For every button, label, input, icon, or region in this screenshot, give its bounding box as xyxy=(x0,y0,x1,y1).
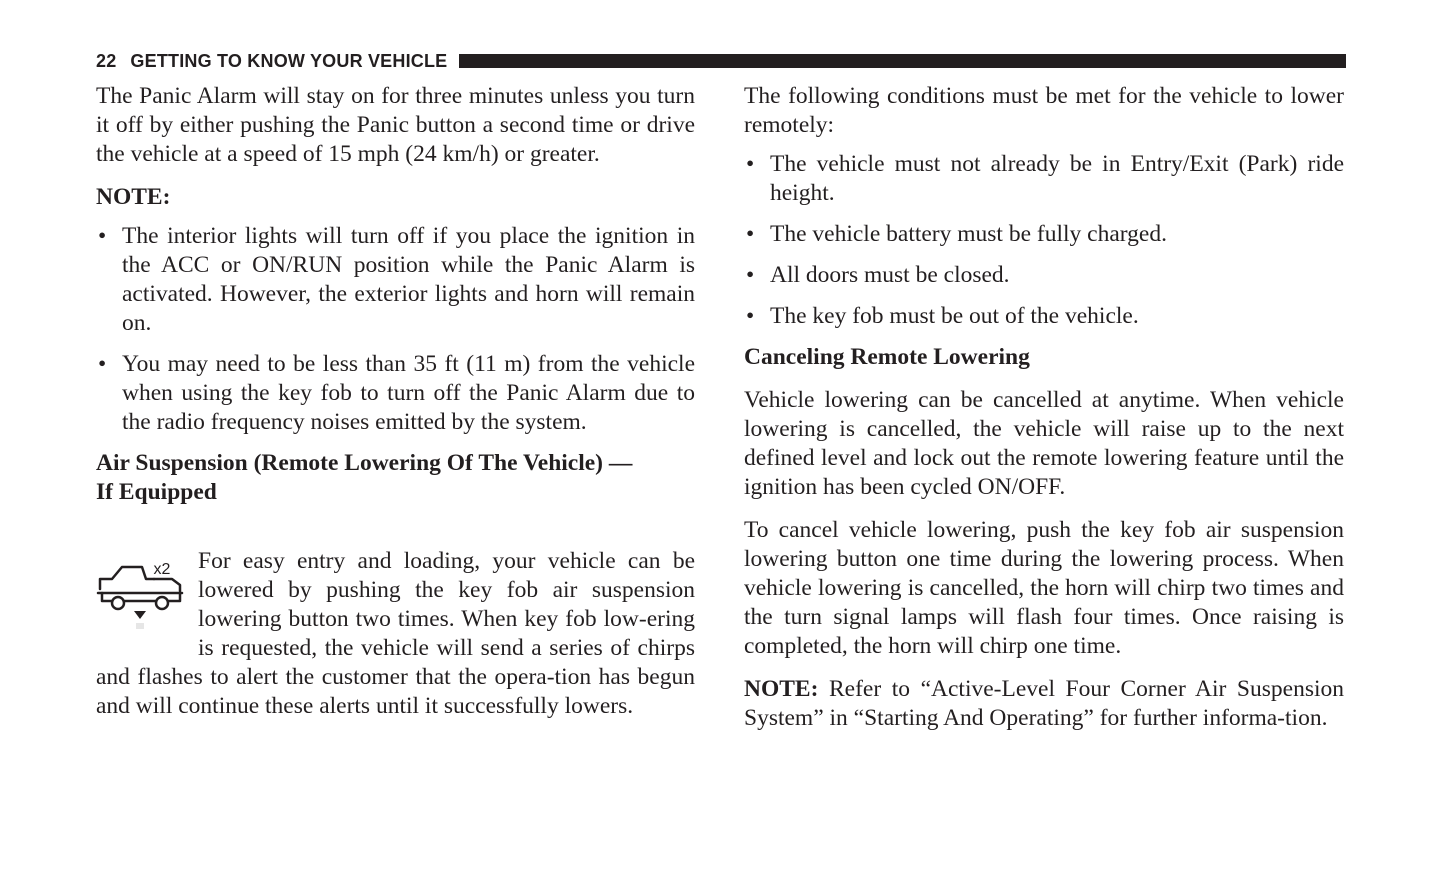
conditions-bullet-list xyxy=(744,150,1344,331)
note-paragraph xyxy=(744,675,1344,733)
note-bullet-list xyxy=(96,222,695,437)
list-item: • The vehicle battery must be fully charged. xyxy=(744,220,1344,249)
note-text: Refer to “Active-Level Four Corner Air Suspension System” in “Starting And Operating” for further informa-tion. xyxy=(744,676,1344,731)
left-column xyxy=(96,82,695,721)
section-title: GETTING TO KNOW YOUR VEHICLE xyxy=(130,50,448,71)
key-fob-lower-x2-icon xyxy=(96,547,186,635)
panic-alarm-paragraph: The Panic Alarm will stay on for three minutes unless you turn it off by either pushing the Panic button a second time or drive the vehicle at a speed of 15 mph (24 km/h) or greater. xyxy=(96,83,695,167)
list-item: • You may need to be less than 35 ft (11 m) from the vehicle when using the key fob to turn off the Panic Alarm due to the radio frequency noises emitted by the system. xyxy=(96,350,695,437)
remote-lowering-feature xyxy=(96,547,695,721)
note-label: NOTE: xyxy=(744,676,819,702)
list-item: • The interior lights will turn off if you place the ignition in the ACC or ON/RUN position while the Panic Alarm is activated. However, the exterior lights and horn will remain on. xyxy=(96,222,695,338)
remote-lowering-paragraph: For easy entry and loading, your vehicle can be lowered by pushing the key fob air suspension lowering button two times. When key fob low-ering is requested, the vehicle will send a series of chirps and flashes to alert the customer that the opera-tion has begun and will continue these alerts until it successfully lowers. xyxy=(96,548,695,719)
canceling-heading: Canceling Remote Lowering xyxy=(744,344,1030,370)
list-item: • The key fob must be out of the vehicle. xyxy=(744,302,1344,331)
list-item: • All doors must be closed. xyxy=(744,261,1344,290)
cancel-paragraph-2: To cancel vehicle lowering, push the key fob air suspension lowering button one time during the lowering process. When vehicle lowering is cancelled, the horn will chirp two times and the turn signal lamps will flash four times. Once raising is completed, the horn will chirp one time. xyxy=(744,517,1344,659)
cancel-paragraph-1: Vehicle lowering can be cancelled at anytime. When vehicle lowering is cancelled, the vehicle will raise up to the next defined level and lock out the remote lowering feature until the ignition has been cycled ON/OFF. xyxy=(744,387,1344,500)
x2-label: x2 xyxy=(153,561,171,578)
right-column xyxy=(744,82,1344,747)
page-header xyxy=(96,50,1346,72)
header-rule xyxy=(459,54,1346,68)
page-number: 22 xyxy=(96,50,117,71)
air-suspension-heading: Air Suspension (Remote Lowering Of The Vehicle) — If Equipped xyxy=(96,450,633,505)
list-item: • The vehicle must not already be in Entry/Exit (Park) ride height. xyxy=(744,150,1344,208)
note-label: NOTE: xyxy=(96,184,171,210)
conditions-intro: The following conditions must be met for the vehicle to lower remotely: xyxy=(744,83,1344,138)
